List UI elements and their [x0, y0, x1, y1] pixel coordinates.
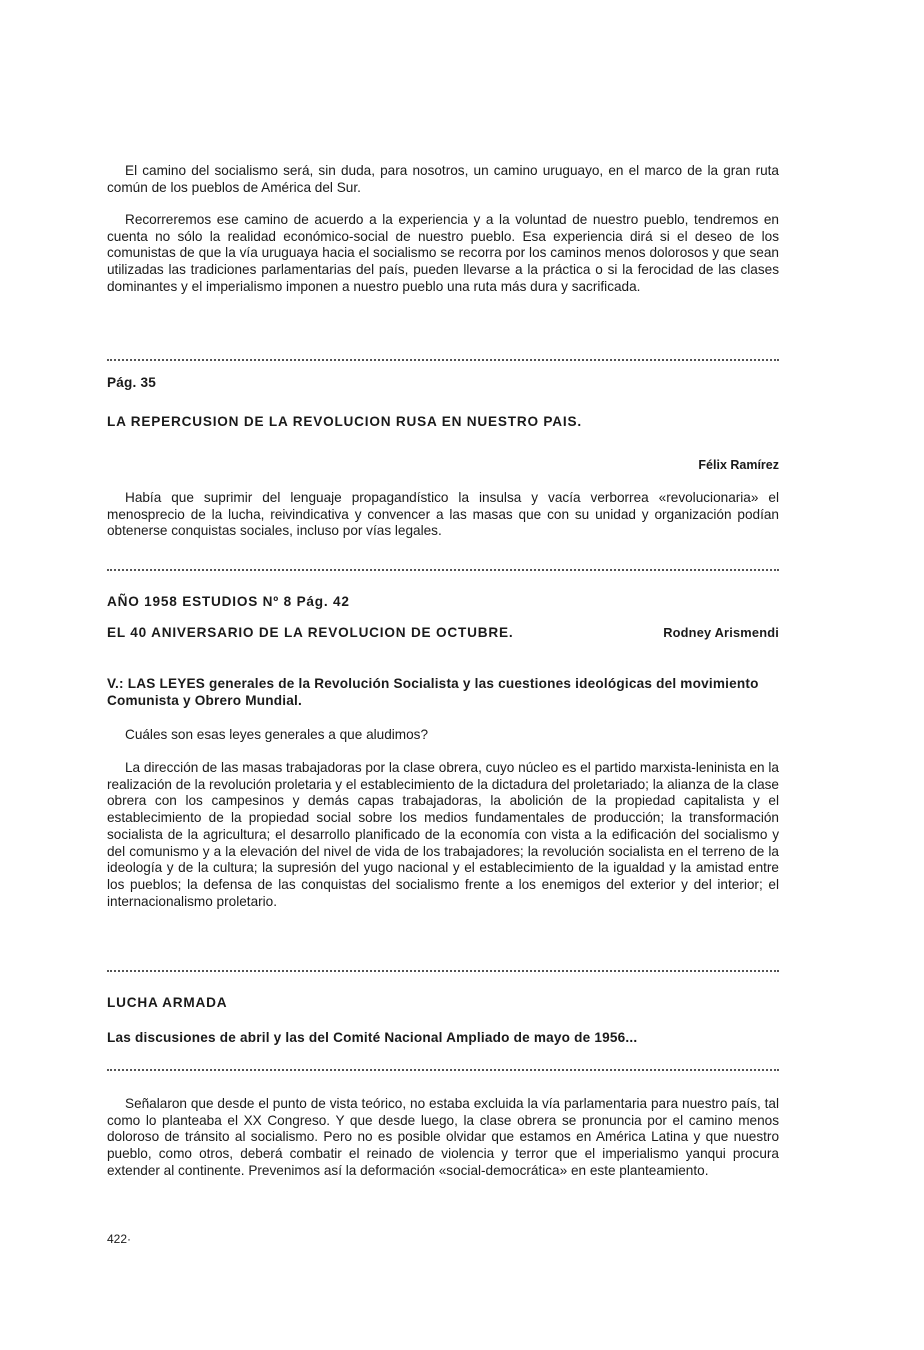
- section-body: Señalaron que desde el punto de vista teórico, no estaba excluida la vía parlamentaria para nuestro país, tal como lo planteaba el XX Congreso. Y que desde luego, la clase obrera se pronuncia por el camino menos doloroso de tránsito al socialismo. Pero no es posible olvidar que estamos en América Latina y que nuestro pueblo, como otros, deberá combatir el reinado de violencia y terror que el imperialismo yanqui procura extender al continente. Prevenimos así la deformación «social-democrática» en este planteamiento.: [107, 1096, 779, 1178]
- dotted-separator: [107, 1069, 779, 1071]
- dotted-separator: [107, 970, 779, 972]
- paragraph-uruguayan-way: Recorreremos ese camino de acuerdo a la experiencia y a la voluntad de nuestro pueblo, tendremos en cuenta no sólo la realidad económico-social de nuestro pueblo. Esa experiencia dirá si el deseo de los comunistas de que la vía uruguaya hacia el socialismo se recorra por los caminos menos dolorosos y que sean utilizadas las tradiciones parlamentarias del país, pueden llevarse a la práctica o si la ferocidad de las clases dominantes y el imperialismo imponen a nuestro pueblo una ruta más dura y sacrificada.: [107, 212, 779, 294]
- section-subtitle: V.: LAS LEYES generales de la Revolución Socialista y las cuestiones ideológicas del movimiento Comunista y Obrero Mundial.: [107, 676, 759, 708]
- dotted-separator: [107, 359, 779, 361]
- publication-reference: AÑO 1958 ESTUDIOS Nº 8 Pág. 42: [107, 594, 350, 609]
- page-number: 422·: [107, 1232, 132, 1246]
- section-title: EL 40 ANIVERSARIO DE LA REVOLUCION DE OCTUBRE.: [107, 625, 514, 640]
- page-reference: Pág. 35: [107, 375, 157, 390]
- paragraph-socialism-path: El camino del socialismo será, sin duda, para nosotros, un camino uruguayo, en el marco de la gran ruta común de los pueblos de América del Sur.: [107, 163, 779, 195]
- dotted-separator: [107, 569, 779, 571]
- section-body: Había que suprimir del lenguaje propagandístico la insulsa y vacía verborrea «revolucionaria» el menosprecio de la lucha, reivindicativa y convencer a las masas que con su unidad y organización podían obtenerse conquistas sociales, incluso por vías legales.: [107, 490, 779, 539]
- author-name: Rodney Arismendi: [663, 625, 779, 640]
- question-text: Cuáles son esas leyes generales a que aludimos?: [125, 727, 429, 742]
- section-title: LA REPERCUSION DE LA REVOLUCION RUSA EN NUESTRO PAIS.: [107, 414, 582, 429]
- section-subtitle: Las discusiones de abril y las del Comité Nacional Ampliado de mayo de 1956...: [107, 1030, 638, 1045]
- author-name: Félix Ramírez: [698, 458, 779, 472]
- title-row: [107, 625, 779, 640]
- section-body: La dirección de las masas trabajadoras por la clase obrera, cuyo núcleo es el partido marxista-leninista en la realización de la revolución proletaria y el establecimiento de la dictadura del proletariado; la alianza de la clase obrera con los campesinos y demás capas trabajadoras, la abolición de la propiedad capitalista y el establecimiento de la propiedad social sobre los medios fundamentales de producción; la transformación socialista de la agricultura; el desarrollo planificado de la economía con vista a la edificación del socialismo y del comunismo y a la elevación del nivel de vida de los trabajadores; la revolución socialista en el terreno de la ideología y de la cultura; la supresión del yugo nacional y el establecimiento de la igualdad y la amistad entre los pueblos; la defensa de las conquistas del socialismo frente a los enemigos del exterior y del interior; el internacionalismo proletario.: [107, 760, 779, 909]
- section-title: LUCHA ARMADA: [107, 995, 228, 1010]
